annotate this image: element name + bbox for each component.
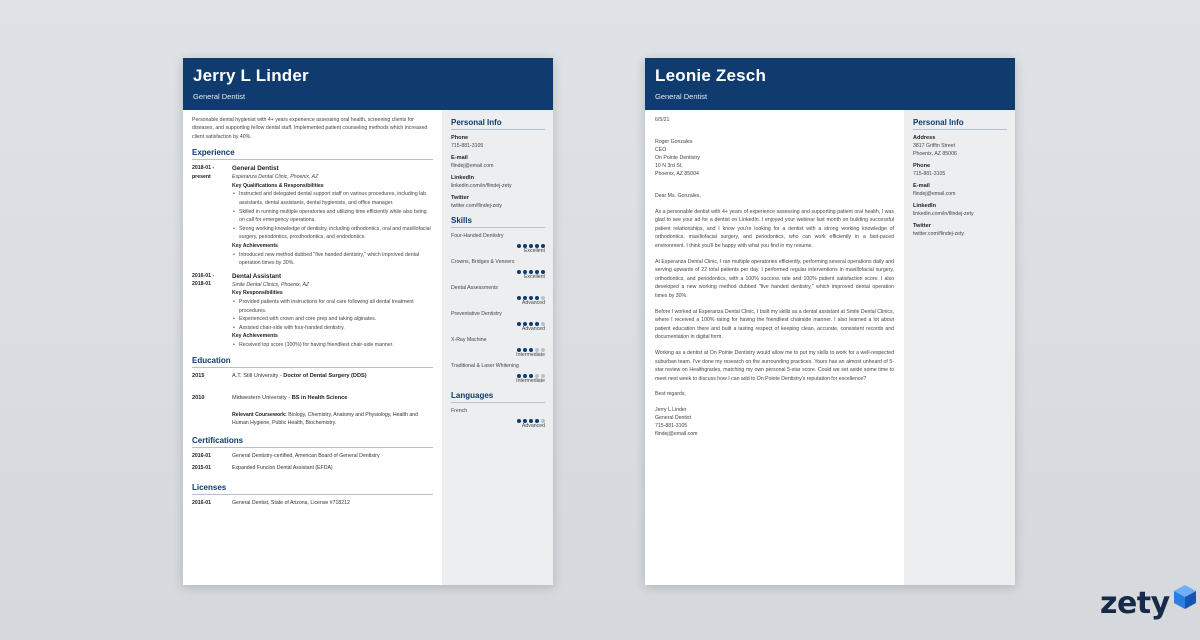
letter-paragraph: At Esperanza Dental Clinic, I ran multiple operatories efficiently, performing several operations daily and serving upwards of 22 total patients per day. I performed regular interventions in maxillofacial surgery, orthodontics, and periodontics, with a 100% success rate and 100% patient satisfaction score. I also developed a new working method dubbed "five handed dentistry," which improved dental operation times by 30%.: [655, 258, 894, 299]
job-company: Esperanza Dental Clinic, Phoenix, AZ: [232, 174, 319, 181]
personal-info-address: Address 3817 Griffin Street Phoenix, AZ 85006: [913, 135, 957, 157]
language-item: [451, 407, 545, 430]
cover-letter-page: [645, 58, 1015, 585]
education-year: 2010: [192, 395, 205, 402]
certification-entry: 2016-01 General Dentistry-certified, American Board of General Dentistry: [192, 452, 380, 459]
skill-level: Intermediate: [516, 352, 545, 358]
job-entry: [192, 272, 433, 350]
list-item: • Skilled in running multiple operatories and utilizing time efficiently while also being on call for emergency operations.: [232, 208, 433, 225]
skill-name: Traditional & Laser Whitening: [451, 363, 519, 369]
skill-level: Excellent: [523, 274, 545, 280]
skill-name: Four-Handed Dentistry: [451, 233, 504, 239]
skill-rating: [451, 266, 545, 273]
language-rating: [451, 415, 545, 422]
skill-level: Advanced: [521, 300, 545, 306]
skill-name: X-Ray Machine: [451, 337, 487, 343]
skill-item: [451, 284, 545, 307]
job-date-end: 2018-01: [192, 281, 212, 288]
rating-dot: [517, 419, 522, 424]
job-title: General Dentist: [232, 165, 279, 173]
rating-dot: [517, 296, 522, 301]
skill-rating: [451, 344, 545, 351]
personal-info-heading: Personal Info: [451, 118, 545, 130]
resume-role: General Dentist: [193, 92, 246, 101]
letter-role: General Dentist: [655, 92, 708, 101]
skill-item: [451, 362, 545, 385]
skill-item: [451, 310, 545, 333]
coursework-text: Biology, Chemistry, Anatomy and Physiology, Health and Human Hygiene, Public Health, Biochemistry.: [232, 411, 418, 427]
education-degree: Doctor of Dental Surgery (DDS): [283, 372, 367, 379]
job-date-start: 2016-01 -: [192, 272, 215, 279]
letter-body: [645, 110, 904, 438]
letter-header: [645, 58, 1015, 110]
rating-dot: [517, 270, 522, 275]
personal-info-twitter: Twitter twitter.com/flindej-zety: [451, 195, 503, 209]
education-year: 2015: [192, 372, 205, 379]
letter-recipient: Roger Gonzales CEO On Pointe Dentistry 10 N 3rd St, Phoenix, AZ 85004: [655, 139, 700, 177]
education-school: A.T. Still University -: [232, 372, 284, 379]
languages-heading: Languages: [451, 391, 545, 403]
resume-page: [183, 58, 553, 585]
personal-info-twitter: Twitter twitter.com/flindej-zety: [913, 223, 965, 237]
job-date-start: 2018-01 -: [192, 165, 215, 172]
skill-item: [451, 336, 545, 359]
letter-paragraph: Working as a dentist at On Pointe Dentistry would allow me to put my skills to work for a well-respected suburban team. I've done my research on the surrounding practices. Yours has an almost unheard of 5-star review on Healthgrades, matching my own personal 5-star score. Could we set aside some time to meet next week to discuss how I can add to On Pointe Dentistry's reputation for excellence?: [655, 349, 894, 382]
license-entry: 2016-01 General Dentist, State of Arizona, License #718212: [192, 500, 350, 507]
coursework: [192, 411, 433, 428]
letter-date: 6/5/21: [655, 117, 670, 123]
skill-name: Dental Assessments: [451, 285, 498, 291]
language-level: Advanced: [521, 423, 545, 429]
skill-level: Advanced: [521, 326, 545, 332]
job-resp-label: Key Qualifications & Responsibilities: [232, 182, 324, 189]
letter-name: Leonie Zesch: [655, 66, 767, 85]
certifications-heading: Certifications: [192, 436, 433, 448]
education-heading: Education: [192, 356, 433, 368]
education-degree: BS in Health Science: [291, 395, 348, 402]
coursework-label: Relevant Coursework:: [232, 411, 287, 418]
skill-item: [451, 258, 545, 281]
zety-logo: [1100, 586, 1199, 621]
skill-rating: [451, 240, 545, 247]
education-entry: [192, 372, 433, 381]
job-entry: [192, 164, 433, 268]
rating-dot: [517, 244, 522, 249]
skills-list: [451, 232, 545, 385]
job-company: Smile Dental Clinics, Phoenix, AZ: [232, 281, 310, 288]
job-date-end: present: [192, 173, 211, 180]
resume-summary: Personable dental hygienist with 4+ years experience assessing oral health, screening clients for diseases, and supporting fellow dental staff. Implemented patient counseling methods which increased client satisfaction by 40%.: [192, 117, 428, 140]
personal-info-phone: Phone 715-881-3105: [913, 163, 946, 177]
job-resp-label: Key Responsibilities: [232, 290, 283, 297]
resume-header: [183, 58, 553, 110]
list-item: • Strong working knowledge of dentistry, including orthodontics, oral and maxillofacial surgery, periodontics, prosthodontics, and endodontics.: [232, 225, 433, 242]
skill-level: Intermediate: [516, 378, 545, 384]
skill-rating: [451, 370, 545, 377]
resume-main-column: [183, 110, 442, 508]
job-resp-list: [232, 298, 433, 332]
letter-paragraph: As a personable dentist with 4+ years of experience assessing and supporting patient oral health, I was glad to see your ad for a dentist on LinkedIn. I enjoyed your webinar last month on building successful patient relationships, and I know you're looking for a dentist with a strong working knowledge of orthodontics, maxillofacial surgery, and periodontics, who can work efficiently in a fast-paced environment. I think you'll be happy with what you find in my resume.: [655, 208, 894, 249]
skill-name: Preventative Dentistry: [451, 311, 502, 317]
list-item: • Assisted chair-side with four-handed dentistry.: [232, 324, 433, 333]
skill-level: Excellent: [523, 248, 545, 254]
letter-sidebar: [904, 110, 1015, 585]
personal-info-linkedin: LinkedIn linkedin.com/in/flindej-zety: [451, 175, 512, 189]
personal-info-heading: Personal Info: [913, 118, 1007, 130]
list-item: • Received top score (100%) for having friendliest chair-side manner.: [232, 341, 433, 350]
job-resp-list: [232, 190, 433, 242]
personal-info-email: E-mail flindej@email.com: [451, 155, 494, 169]
logo-text: zety: [1100, 586, 1170, 621]
certification-entry: 2015-01 Expanded Funcion Dental Assistant (EFDA): [192, 465, 333, 472]
list-item: • Provided patients with instructions for oral care following all dental treatment procedures.: [232, 298, 433, 315]
letter-signature: Jerry L Linder General Dentist 715-881-3105 flindej@email.com: [655, 406, 698, 437]
list-item: • Experienced with crown and core prep and taking alginates.: [232, 315, 433, 324]
cube-icon: [1171, 583, 1199, 611]
job-title: Dental Assistant: [232, 272, 282, 280]
rating-dot: [517, 322, 522, 327]
personal-info-email: E-mail flindej@email.com: [913, 183, 956, 197]
personal-info-linkedin: LinkedIn linkedin.com/in/flindej-zety: [913, 203, 974, 217]
education-school: Midwestern University -: [232, 395, 292, 402]
education-entry: [192, 394, 433, 403]
skills-heading: Skills: [451, 216, 545, 228]
job-ach-list: [232, 251, 433, 268]
job-ach-list: [232, 341, 433, 350]
list-item: • Instructed and delegated dental support staff on various procedures, including lab assistants, dental assistants, dental hygienists, and office manager.: [232, 190, 433, 207]
list-item: • Introduced new method dubbed "five handed dentistry," which improved dental operation times by 30%.: [232, 251, 433, 268]
letter-paragraph: Before I worked at Esperanza Dental Clinic, I built my skills as a dental assistant at Smile Dental Clinics, where I received a 100% rating for having the friendliest chairside manner. I also learned a lot about patient education there and built a lasting respect of keeping clean, accurate, consistent records and documentation in digital form.: [655, 308, 894, 341]
skill-rating: [451, 318, 545, 325]
language-name: French: [451, 408, 468, 414]
experience-heading: Experience: [192, 148, 433, 160]
letter-closing: Best regards,: [655, 391, 686, 398]
resume-name: Jerry L Linder: [193, 66, 309, 85]
job-ach-label: Key Achievements: [232, 333, 278, 340]
skill-rating: [451, 292, 545, 299]
resume-sidebar: [442, 110, 553, 585]
job-ach-label: Key Achievements: [232, 242, 278, 249]
licenses-heading: Licenses: [192, 483, 433, 495]
languages-list: [451, 407, 545, 430]
letter-greeting: Dear Ms. Gonzales,: [655, 193, 701, 199]
personal-info-phone: Phone 715-881-3105: [451, 135, 484, 149]
skill-name: Crowns, Bridges & Veneers: [451, 259, 515, 265]
skill-item: [451, 232, 545, 255]
